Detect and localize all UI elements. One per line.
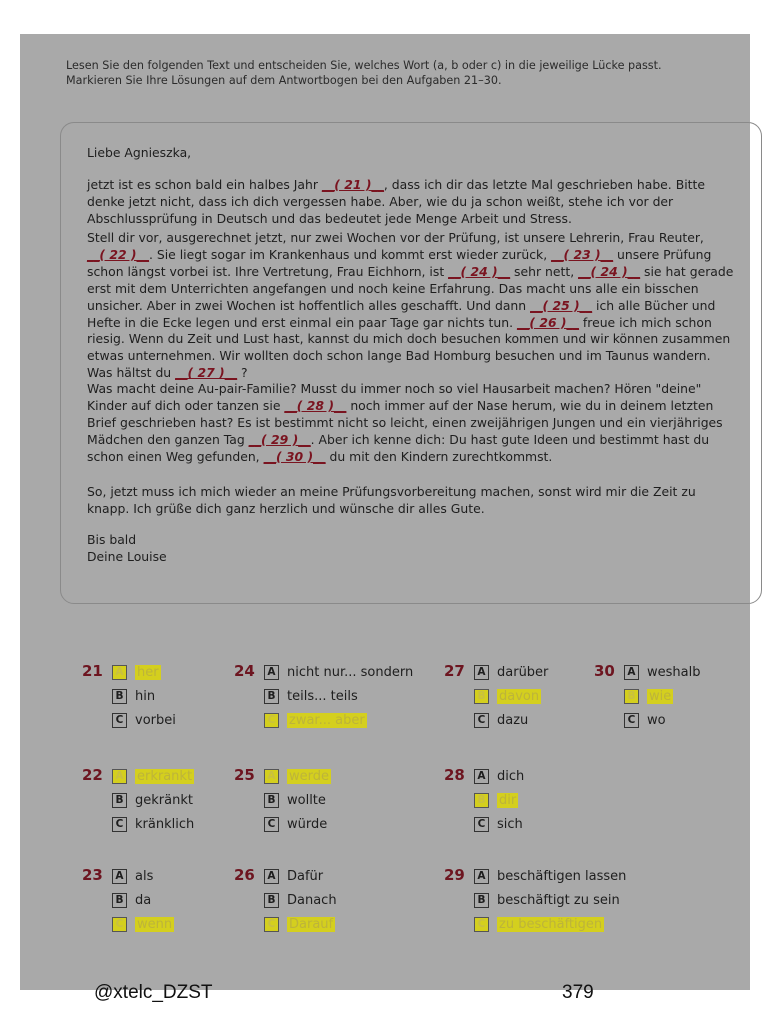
footer-handle: @xtelc_DZST: [94, 982, 213, 1003]
option-letter-box: B: [474, 893, 489, 908]
option-text: Danach: [287, 892, 337, 908]
option-text: wo: [647, 712, 666, 728]
option-text: werde: [289, 768, 329, 784]
option-text: gekränkt: [135, 792, 193, 808]
option-text: weshalb: [647, 664, 701, 680]
gap-21: __( 21 )__: [321, 177, 384, 192]
exercise-number: 24: [234, 662, 255, 680]
option-26-a[interactable]: [264, 866, 323, 886]
option-text: erkrankt: [137, 768, 193, 784]
option-24-a[interactable]: [264, 662, 413, 682]
letter-closing: Bis bald: [87, 532, 137, 547]
option-letter-box: B: [112, 689, 127, 704]
option-letter-box: A: [624, 665, 639, 680]
exercise-number: 29: [444, 866, 465, 884]
exercise-number: 23: [82, 866, 103, 884]
gap-24: __( 24 )__: [448, 263, 511, 279]
option-26-c[interactable]: [264, 914, 335, 934]
letter-greeting: Liebe Agnieszka,: [87, 145, 192, 160]
option-letter-box: C: [264, 713, 279, 728]
exercise-number: 30: [594, 662, 615, 680]
letter-box: [60, 122, 762, 604]
option-letter-box: A: [112, 665, 127, 680]
option-letter-box: C: [624, 713, 639, 728]
gap-27: __( 27 )__: [175, 365, 238, 381]
option-letter-box: C: [474, 817, 489, 832]
option-25-c[interactable]: [264, 814, 327, 834]
option-letter-box: C: [474, 917, 489, 932]
gap-24: __( 24 )__: [578, 263, 641, 279]
option-text: Darauf: [289, 916, 334, 932]
option-letter-box: A: [264, 665, 279, 680]
option-24-c[interactable]: [264, 710, 367, 730]
option-25-b[interactable]: [264, 790, 326, 810]
letter-paragraph-1: jetzt ist es schon bald ein halbes Jahr __( 21 )__, dass ich dir das letzte Mal geschrieben habe. Bitte denke jetzt nicht, dass ich dich vergessen habe. Aber, wie du ja schon weißt, stehe ich vor der Abschlussprüfung in Deutsch und das bedeutet jede Menge Arbeit und Stress.: [87, 177, 705, 226]
option-23-a[interactable]: [112, 866, 153, 886]
option-text: kränklich: [135, 816, 195, 832]
option-letter-box: A: [474, 769, 489, 784]
option-letter-box: A: [112, 869, 127, 884]
gap-22: __( 22 )__: [87, 246, 149, 262]
task-instructions: Lesen Sie den folgenden Text und entscheiden Sie, welches Wort (a, b oder c) in die jeweilige Lücke passt. Markieren Sie Ihre Lösungen auf dem Antwortbogen bei den Aufgaben 21–30.: [66, 59, 662, 87]
option-letter-box: C: [474, 713, 489, 728]
gap-25: __( 25 )__: [530, 297, 593, 313]
letter-paragraph-2: Stell dir vor, ausgerechnet jetzt, nur zwei Wochen vor der Prüfung, ist unsere Lehrerin, Frau Reuter, __( 22 )__. Sie liegt sogar im Krankenhaus und kommt erst wieder zurück, __( 23 )__ unsere Prüfung schon längst vorbei ist. Ihre Vertretung, Frau Eichhorn, ist __( 24 )__ sehr nett, __( 24 )__ sie hat gerade erst mit dem Unterrichten angefangen und noch keine Erfahrung. Das macht uns alle ein bisschen unsicher. Aber in zwei Wochen ist hoffentlich alles geschafft. Und dann __( 25 )__ ich alle Bücher und Hefte in die Ecke legen und erst einmal ein paar Tage gar nichts tun. __( 26 )__ freue ich mich schon riesig. Wenn du Zeit und Lust hast, kannst du mich doch besuchen kommen und wir können zusammen etwas unternehmen. Wir wollten doch schon lange Bad Homburg besuchen und im Taunus wandern. Was hältst du __( 27 )__ ?: [87, 230, 734, 381]
option-27-b[interactable]: [474, 686, 541, 706]
option-27-a[interactable]: [474, 662, 548, 682]
scanned-page: [20, 34, 750, 1003]
option-letter-box: C: [264, 817, 279, 832]
option-text: vorbei: [135, 712, 176, 728]
option-29-a[interactable]: [474, 866, 626, 886]
option-24-b[interactable]: [264, 686, 358, 706]
option-text: wenn: [137, 916, 173, 932]
option-text: hin: [135, 688, 156, 704]
option-21-a[interactable]: [112, 662, 161, 682]
gap-30: __( 30 )__: [263, 448, 326, 464]
option-21-b[interactable]: [112, 686, 155, 706]
option-letter-box: A: [264, 769, 279, 784]
option-letter-box: C: [264, 917, 279, 932]
option-letter-box: B: [474, 793, 489, 808]
option-text: dich: [497, 768, 525, 784]
option-25-a[interactable]: [264, 766, 331, 786]
option-29-c[interactable]: [474, 914, 604, 934]
option-text: teils... teils: [287, 688, 358, 704]
option-letter-box: B: [264, 689, 279, 704]
option-letter-box: A: [474, 665, 489, 680]
option-letter-box: B: [112, 893, 127, 908]
option-text: wie: [649, 688, 672, 704]
option-text: darüber: [497, 664, 549, 680]
gap-29: __( 29 )__: [248, 431, 311, 447]
option-30-b[interactable]: [624, 686, 673, 706]
option-letter-box: A: [264, 869, 279, 884]
exercise-number: 28: [444, 766, 465, 784]
option-letter-box: B: [112, 793, 127, 808]
option-text: als: [135, 868, 154, 884]
option-text: dazu: [497, 712, 529, 728]
option-letter-box: A: [112, 769, 127, 784]
exercise-number: 27: [444, 662, 465, 680]
option-text: beschäftigen lassen: [497, 868, 627, 884]
option-text: zwar... aber: [289, 712, 365, 728]
option-22-c[interactable]: [112, 814, 194, 834]
option-text: beschäftigt zu sein: [497, 892, 620, 908]
option-29-b[interactable]: [474, 890, 620, 910]
letter-signature: Deine Louise: [87, 549, 167, 564]
exercise-number: 26: [234, 866, 255, 884]
option-letter-box: C: [112, 817, 127, 832]
option-30-a[interactable]: [624, 662, 700, 682]
option-text: dir: [499, 792, 517, 808]
gap-23: __( 23 )__: [551, 246, 614, 262]
option-text: zu beschäftigen: [499, 916, 603, 932]
option-23-c[interactable]: [112, 914, 174, 934]
option-30-c[interactable]: [624, 710, 666, 730]
option-text: sich: [497, 816, 523, 832]
letter-paragraph-4: So, jetzt muss ich mich wieder an meine Prüfungsvorbereitung machen, sonst wird mir die Zeit zu knapp. Ich grüße dich ganz herzlich und wünsche dir alles Gute.: [87, 484, 696, 516]
gap-26: __( 26 )__: [516, 314, 579, 330]
option-text: nicht nur... sondern: [287, 664, 414, 680]
option-21-c[interactable]: [112, 710, 176, 730]
gap-28: __( 28 )__: [284, 397, 347, 413]
exercise-number: 25: [234, 766, 255, 784]
option-letter-box: C: [112, 713, 127, 728]
option-text: davon: [499, 688, 540, 704]
exercise-number: 21: [82, 662, 103, 680]
option-letter-box: A: [474, 869, 489, 884]
option-text: wollte: [287, 792, 326, 808]
option-text: würde: [287, 816, 328, 832]
option-22-b[interactable]: [112, 790, 193, 810]
option-letter-box: B: [624, 689, 639, 704]
footer-page-number: 379: [562, 982, 594, 1003]
option-letter-box: B: [264, 893, 279, 908]
option-text: her: [137, 664, 159, 680]
option-letter-box: C: [112, 917, 127, 932]
exercise-number: 22: [82, 766, 103, 784]
option-letter-box: B: [474, 689, 489, 704]
option-letter-box: B: [264, 793, 279, 808]
option-26-b[interactable]: [264, 890, 337, 910]
option-28-c[interactable]: [474, 814, 523, 834]
option-23-b[interactable]: [112, 890, 151, 910]
option-text: Dafür: [287, 868, 324, 884]
option-22-a[interactable]: [112, 766, 194, 786]
letter-paragraph-3: Was macht deine Au-pair-Familie? Musst du immer noch so viel Hausarbeit machen? Hören "deine" Kinder auf dich oder tanzen sie __( 28 )__ noch immer auf der Nase herum, wie du in deinem letzten Brief geschrieben hast? Es ist bestimmt nicht so leicht, einen zweijährigen Jungen und ein vierjähriges Mädchen den ganzen Tag __( 29 )__. Aber ich kenne dich: Du hast gute Ideen und bestimmt hast du schon einen Weg gefunden, __( 30 )__ du mit den Kindern zurechtkommst.: [87, 381, 723, 464]
option-27-c[interactable]: [474, 710, 528, 730]
option-28-a[interactable]: [474, 766, 524, 786]
option-28-b[interactable]: [474, 790, 518, 810]
option-text: da: [135, 892, 152, 908]
